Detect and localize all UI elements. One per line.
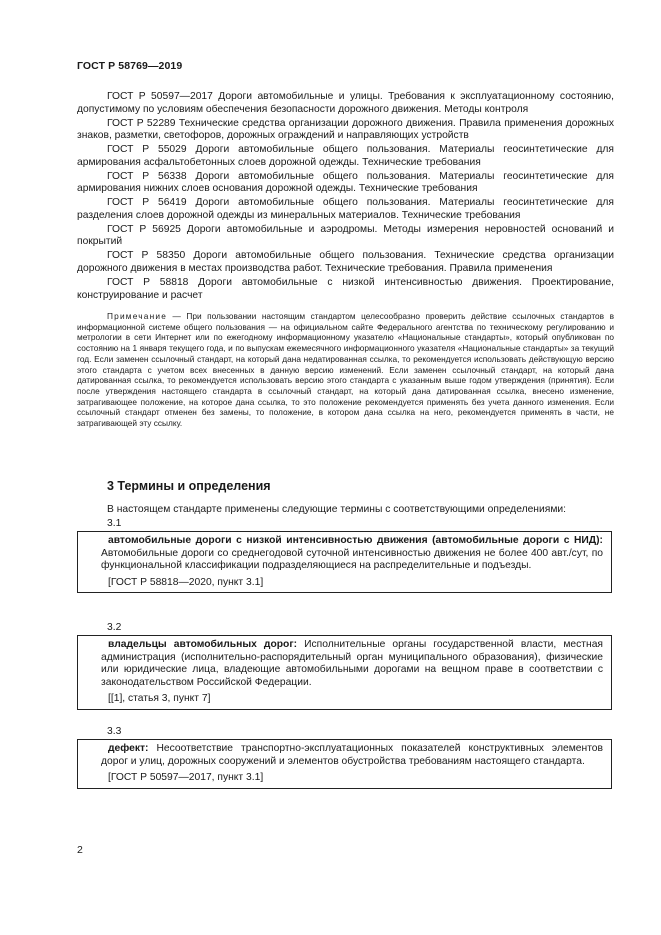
section-title: 3 Термины и определения — [107, 479, 271, 493]
term-definition-text: Несоответствие транспортно-эксплуатационных показателей конструктивных элементов дорог и улиц, дорожных сооружений и элементов обустройства требованиям настоящего стандарта. — [101, 743, 603, 767]
term-name: автомобильные дороги с низкой интенсивностью движения (автомобильные дороги с НИД): — [108, 535, 603, 546]
term-source: [ГОСТ Р 58818—2020, пункт 3.1] — [108, 576, 264, 588]
term-definition — [101, 639, 603, 689]
reference-item: ГОСТ Р 56338 Дороги автомобильные общего пользования. Материалы геосинтетические для армирования нижних слоев основания дорожной одежды. Технические требования — [77, 170, 614, 195]
document-header-code: ГОСТ Р 58769—2019 — [77, 60, 183, 72]
term-number: 3.1 — [107, 518, 122, 529]
term-name: владельцы автомобильных дорог: — [108, 639, 298, 650]
term-definition-text: Исполнительные органы государственной власти, местная администрация (исполнительно-распорядительный орган муниципального образования), физические или юридические лица, владеющие автомобильными дорогами на вещном праве в соответствии с законодательством Российской Федерации. — [101, 639, 604, 688]
note-label: Примечание — [107, 311, 168, 321]
references-note — [77, 311, 614, 429]
term-source: [[1], статья 3, пункт 7] — [108, 693, 211, 705]
reference-item: ГОСТ Р 56419 Дороги автомобильные общего пользования. Материалы геосинтетические для разделения слоев дорожной одежды из минеральных материалов. Технические требования — [77, 197, 614, 221]
term-source: [ГОСТ Р 50597—2017, пункт 3.1] — [108, 772, 264, 784]
term-definition — [101, 535, 603, 573]
section-intro: В настоящем стандарте применены следующие термины с соответствующими определениями: — [107, 504, 567, 515]
normative-references-list — [77, 91, 614, 304]
reference-item: ГОСТ Р 55029 Дороги автомобильные общего пользования. Материалы геосинтетические для армирования асфальтобетонных слоев дорожной одежды. Технические требования — [77, 144, 614, 168]
reference-item: ГОСТ Р 56925 Дороги автомобильные и аэродромы. Методы измерения неровностей оснований и покрытий — [77, 223, 614, 248]
reference-item: ГОСТ Р 52289 Технические средства организации дорожного движения. Правила применения дорожных знаков, разметки, светофоров, дорожных ограждений и направляющих устройств — [77, 117, 614, 142]
page-number: 2 — [77, 844, 83, 856]
term-definition-box — [77, 531, 612, 593]
term-definition-text: Автомобильные дороги со среднегодовой суточной интенсивностью движения не более 400 авт./сут, по функциональной классификации подразделяющиеся на распределительные и подъезды. — [101, 547, 603, 572]
reference-item: ГОСТ Р 58350 Дороги автомобильные общего пользования. Технические средства организации дорожного движения в местах производства работ. Технические требования. Правила применения — [77, 250, 614, 275]
note-text: — При пользовании настоящим стандартом целесообразно проверить действие ссылочных стандартов в информационной системе общего пользования — на официальном сайте Федерального агентства по техническому регулированию и метрологии в сети Интернет или по ежегодному информационному указателю «Национальные стандарты», который опубликован по состоянию на 1 января текущего года, и по выпускам ежемесячного информационного указателя «Национальные стандарты» за текущий год. Если заменен ссылочный стандарт, на который дана недатированная ссылка, то рекомендуется использовать действующую версию этого стандарта с учетом всех внесенных в данную версию изменений. Если заменен ссылочный стандарт, на который дана датированная ссылка, то рекомендуется использовать версию этого стандарта с указанным выше годом утверждения (принятия). Если после утверждения настоящего стандарта в ссылочный стандарт, на который дана датированная ссылка, внесено изменение, затрагивающее положение, на которое дана ссылка, то это положение рекомендуется применять без учета данного изменения. Если ссылочный стандарт отменен без замены, то положение, в котором дана ссылка на него, рекомендуется применять в части, не затрагивающей эту ссылку. — [77, 311, 614, 429]
reference-item: ГОСТ Р 50597—2017 Дороги автомобильные и улицы. Требования к эксплуатационному состоянию, допустимому по условиям обеспечения безопасности дорожного движения. Методы контроля — [77, 91, 614, 115]
reference-item: ГОСТ Р 58818 Дороги автомобильные с низкой интенсивностью движения. Проектирование, конструирование и расчет — [77, 277, 614, 301]
term-definition-box — [77, 635, 612, 710]
term-definition-box — [77, 739, 612, 789]
term-number: 3.3 — [107, 726, 122, 737]
term-number: 3.2 — [107, 622, 122, 633]
term-definition — [101, 743, 603, 768]
term-name: дефект: — [108, 743, 149, 754]
